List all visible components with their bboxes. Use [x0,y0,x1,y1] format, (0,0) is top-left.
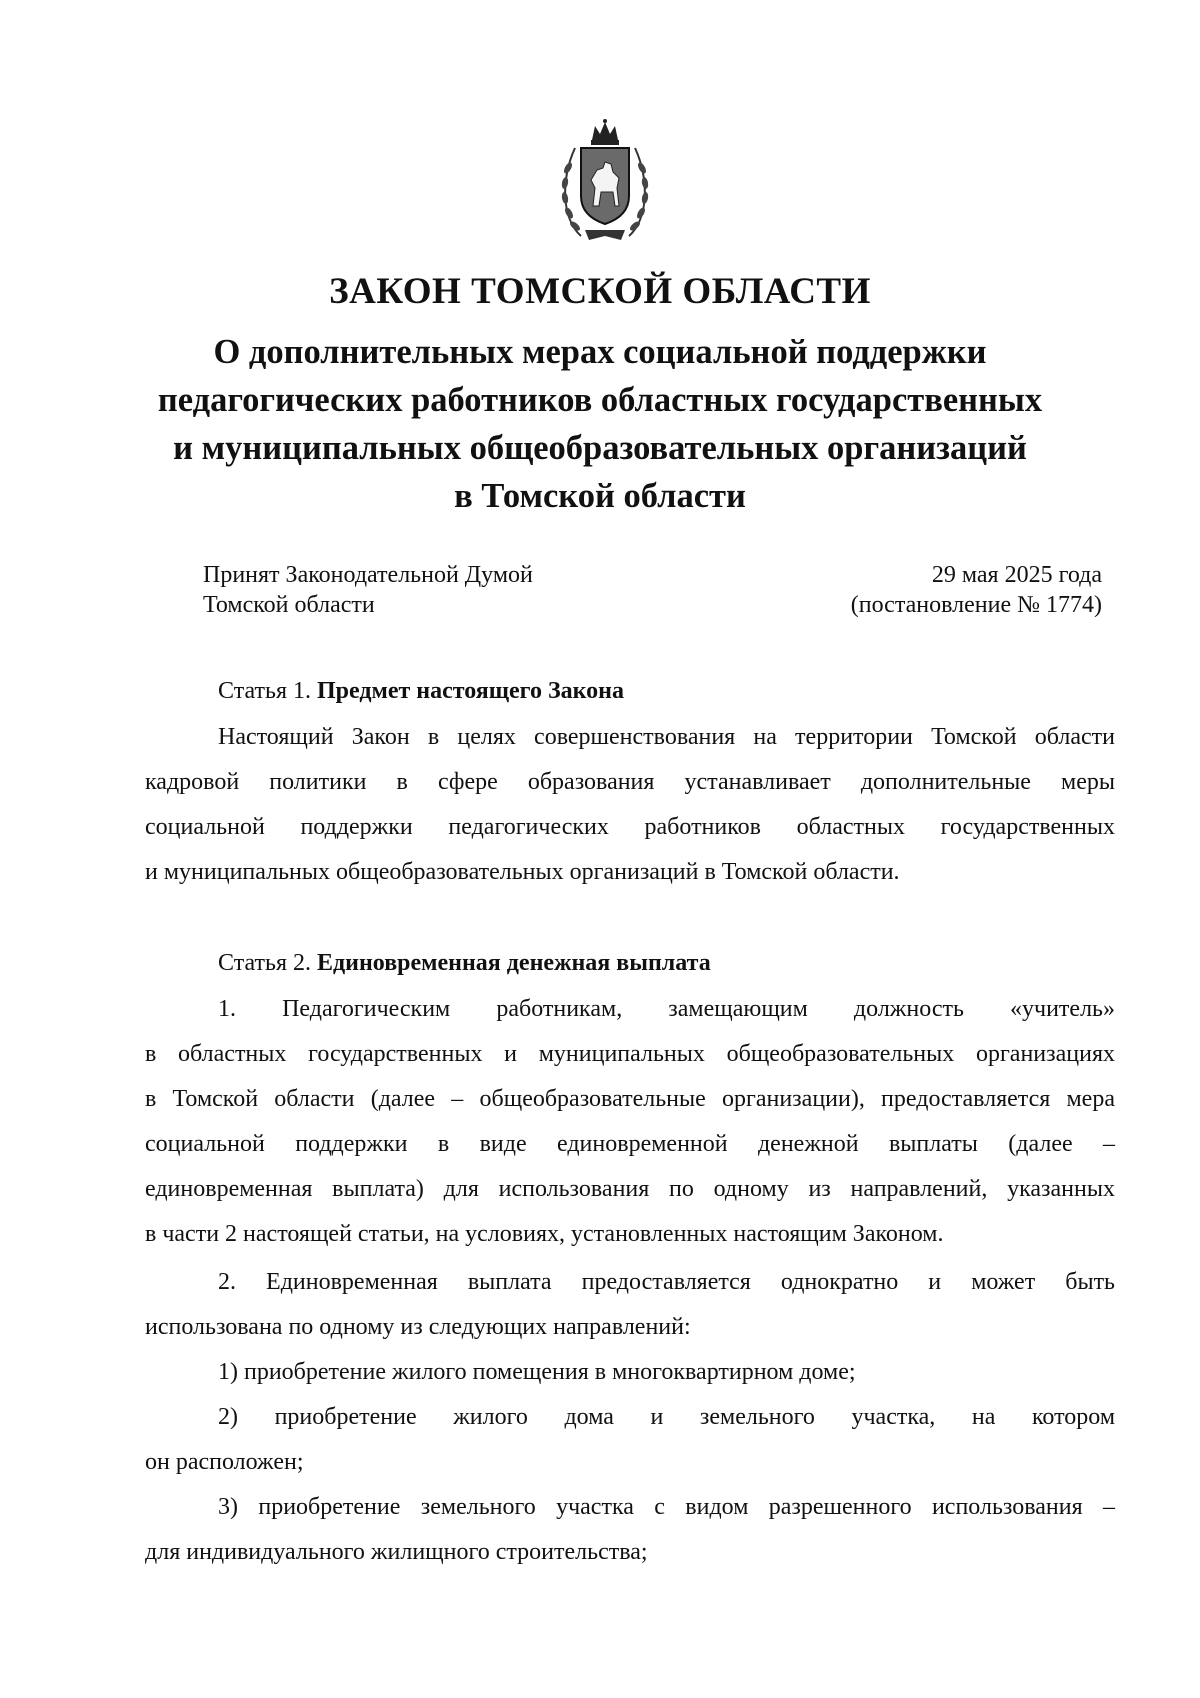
law-type-heading: ЗАКОН ТОМСКОЙ ОБЛАСТИ [329,271,871,312]
article-2-part-2 [145,1260,1115,1350]
adopted-by [203,560,533,620]
resolution-number: (постановление № 1774) [850,592,1102,618]
text-line: в части 2 настоящей статьи, на условиях, установленных настоящим Законом. [145,1221,944,1247]
text-line: 2) приобретение жилого дома и земельного участка, на котором [218,1404,1115,1430]
article-2-heading [218,950,711,977]
text-line: 1) приобретение жилого помещения в многоквартирном доме; [218,1359,856,1385]
law-title-line: О дополнительных мерах социальной поддержки [213,333,987,371]
law-title [0,328,1200,520]
text-line: 1. Педагогическим работникам, замещающим должность «учитель» [218,996,1115,1022]
text-line: и муниципальных общеобразовательных организаций в Томской области. [145,859,900,885]
article-2-label: Статья 2. [218,950,311,976]
adoption-date-block [851,560,1102,620]
text-line: в Томской области (далее – общеобразовательные организации), предоставляется мера [145,1086,1115,1112]
article-2-part-1 [145,987,1115,1257]
list-item-2 [145,1395,1115,1485]
law-title-line: и муниципальных общеобразовательных организаций [173,429,1027,467]
list-item-1 [145,1350,1115,1395]
law-title-line: педагогических работников областных государственных [157,381,1043,419]
article-1-title: Предмет настоящего Закона [316,678,624,704]
text-line: использована по одному из следующих направлений: [145,1314,691,1340]
text-line: кадровой политики в сфере образования устанавливает дополнительные меры [145,769,1115,795]
adopted-by-line: Принят Законодательной Думой [203,562,533,588]
tomsk-coat-of-arms-emblem [555,118,655,248]
text-line: социальной поддержки в виде единовременной денежной выплаты (далее – [145,1131,1115,1157]
adoption-date: 29 мая 2025 года [931,562,1102,588]
law-title-line: в Томской области [454,477,746,515]
article-2-title: Единовременная денежная выплата [316,950,711,976]
text-line: единовременная выплата) для использования по одному из направлений, указанных [145,1176,1115,1202]
text-line: социальной поддержки педагогических работников областных государственных [145,814,1115,840]
adopted-by-line: Томской области [203,592,375,618]
text-line: в областных государственных и муниципальных общеобразовательных организациях [145,1041,1115,1067]
text-line: для индивидуального жилищного строительства; [145,1539,648,1565]
article-1-text [145,715,1115,895]
list-item-3 [145,1485,1115,1575]
text-line: 3) приобретение земельного участка с видом разрешенного использования – [218,1494,1115,1520]
article-1-heading [218,678,624,705]
text-line: Настоящий Закон в целях совершенствования на территории Томской области [218,724,1115,750]
article-1-label: Статья 1. [218,678,311,704]
text-line: 2. Единовременная выплата предоставляется однократно и может быть [218,1269,1115,1295]
text-line: он расположен; [145,1449,304,1475]
